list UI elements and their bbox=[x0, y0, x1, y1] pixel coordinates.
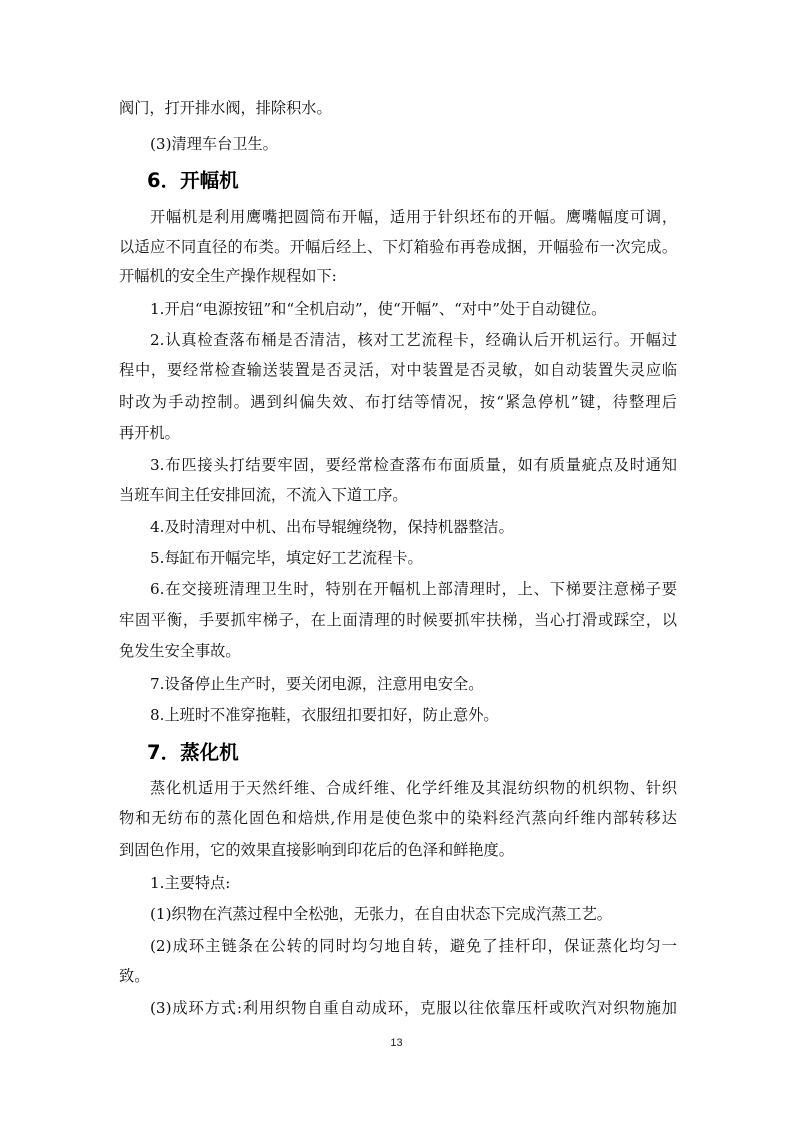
text-line: 阀门，打开排水阀，排除积水。 bbox=[119, 99, 332, 117]
text-line: (2)成环主链条在公转的同时均匀地自转，避免了挂杆印，保证蒸化均匀一 bbox=[150, 937, 677, 955]
text-line: 8.上班时不准穿拖鞋，衣服纽扣要扣好，防止意外。 bbox=[150, 706, 499, 724]
text-line: 1.开启“电源按钮”和“全机启动”，使“开幅”、“对中”处于自动键位。 bbox=[150, 300, 607, 318]
text-line: (3)成环方式:利用织物自重自动成环，克服以往依靠压杆或吹汽对织物施加 bbox=[150, 999, 677, 1017]
text-line: 4.及时清理对中机、出布导辊缠绕物，保持机器整洁。 bbox=[150, 518, 514, 536]
section-heading-7: 7．蒸化机 bbox=[147, 741, 239, 764]
text-line: 5.每缸布开幅完毕，填定好工艺流程卡。 bbox=[150, 549, 423, 567]
text-line: 以适应不同直径的布类。开幅后经上、下灯箱验布再卷成捆，开幅验布一次完成。 bbox=[119, 238, 677, 256]
text-line: 3.布匹接头打结要牢固，要经常检查落布布面质量，如有质量疵点及时通知 bbox=[150, 456, 677, 474]
text-line: 牢固平衡，手要抓牢梯子，在上面清理的时候要抓牢扶梯，当心打滑或踩空，以 bbox=[119, 611, 677, 629]
text-line: 物和无纺布的蒸化固色和焙烘,作用是使色浆中的染料经汽蒸向纤维内部转移达 bbox=[119, 809, 677, 827]
text-line: 时改为手动控制。遇到纠偏失效、布打结等情况，按“紧急停机”键，待整理后 bbox=[119, 393, 677, 411]
text-line: 再开机。 bbox=[119, 424, 180, 442]
text-line: 致。 bbox=[119, 967, 150, 985]
text-line: 蒸化机适用于天然纤维、合成纤维、化学纤维及其混纺织物的机织物、针织 bbox=[150, 779, 677, 797]
page-number: 13 bbox=[390, 1037, 403, 1049]
text-line: 6.在交接班清理卫生时，特别在开幅机上部清理时，上、下梯要注意梯子要 bbox=[150, 580, 677, 598]
text-line: 2.认真检查落布桶是否清洁，核对工艺流程卡，经确认后开机运行。开幅过 bbox=[150, 331, 677, 349]
text-line: (3)清理车台卫生。 bbox=[150, 135, 278, 153]
text-line: 当班车间主任安排回流，不流入下道工序。 bbox=[119, 486, 408, 504]
text-line: 1.主要特点: bbox=[150, 874, 231, 892]
text-line: 免发生安全事故。 bbox=[119, 642, 241, 660]
text-line: 到固色作用，它的效果直接影响到印花后的色泽和鲜艳度。 bbox=[119, 841, 514, 859]
text-line: (1)织物在汽蒸过程中全松弛，无张力，在自由状态下完成汽蒸工艺。 bbox=[150, 905, 612, 923]
section-heading-6: 6．开幅机 bbox=[147, 169, 239, 192]
text-line: 7.设备停止生产时，要关闭电源，注意用电安全。 bbox=[150, 675, 484, 693]
text-line: 程中，要经常检查输送装置是否灵活，对中装置是否灵敏，如自动装置失灵应临 bbox=[119, 361, 677, 379]
text-line: 开幅机是利用鹰嘴把圆筒布开幅，适用于针织坯布的开幅。鹰嘴幅度可调， bbox=[150, 208, 677, 226]
text-line: 开幅机的安全生产操作规程如下: bbox=[119, 267, 337, 285]
